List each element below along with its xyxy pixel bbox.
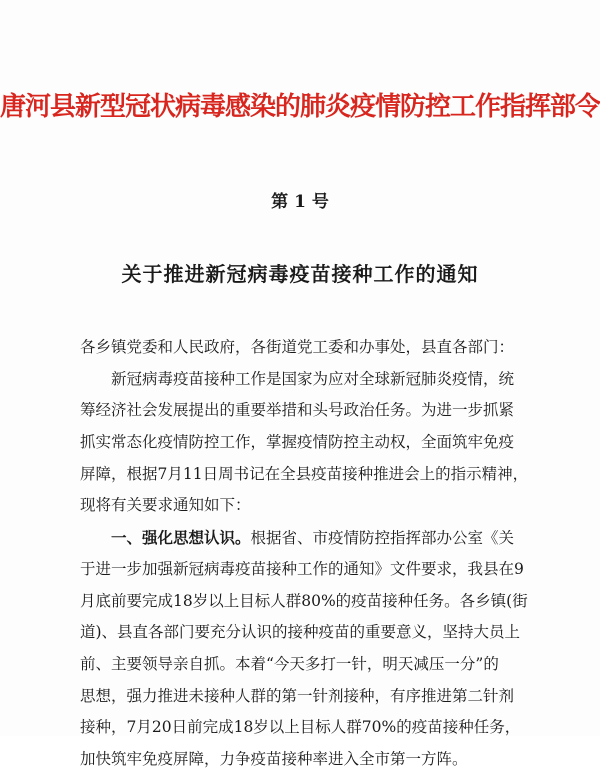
section-1-heading: 一、强化思想认识。 [111,528,251,548]
paragraph-line: 月底前要完成18岁以上目标人群80%的疫苗接种任务。各乡镇(街 [80,591,528,610]
document-body [80,332,530,776]
paragraph-line: 思想，强力推进未接种人群的第一针剂接种，有序推进第二针剂 [80,686,515,705]
paragraph-line: 加快筑牢免疫屏障，力争疫苗接种率进入全市第一方阵。 [80,749,468,768]
paragraph-line: 于进一步加强新冠病毒疫苗接种工作的通知》文件要求，我县在9 [80,559,524,578]
paragraph-line: 新冠病毒疫苗接种工作是国家为应对全球新冠肺炎疫情，统 [111,369,515,388]
salutation: 各乡镇党委和人民政府，各街道党工委和办事处，县直各部门： [80,338,515,356]
paragraph-line: 筹经济社会发展提出的重要举措和头号政治任务。为进一步抓紧 [80,401,515,420]
paragraph-line: 道)、县直各部门要充分认识的接种疫苗的重要意义，坚持大员上 [80,623,521,642]
paragraph-line: 前、主要领导亲自抓。本着“今天多打一针，明天减压一分”的 [80,654,499,673]
paragraph-line: 抓实常态化疫情防控工作，掌握疫情防控主动权，全面筑牢免疫 [80,433,515,452]
paragraph-line: 屏障，根据7月11日周书记在全县疫苗接种推进会上的指示精神， [80,464,529,483]
notice-title: 关于推进新冠病毒疫苗接种工作的通知 [121,262,479,286]
paragraph-line: 现将有关要求通知如下： [80,496,251,515]
document-number: 第 1 号 [271,192,329,212]
document-header-title: 唐河县新型冠状病毒感染的肺炎疫情防控工作指挥部令 [0,92,600,122]
section-1-text: 根据省、市疫情防控指挥部办公室《关 [250,529,515,548]
paragraph-line: 接种，7月20日前完成18岁以上目标人群70%的疫苗接种任务， [80,718,521,737]
section-1-first-line [80,522,530,554]
